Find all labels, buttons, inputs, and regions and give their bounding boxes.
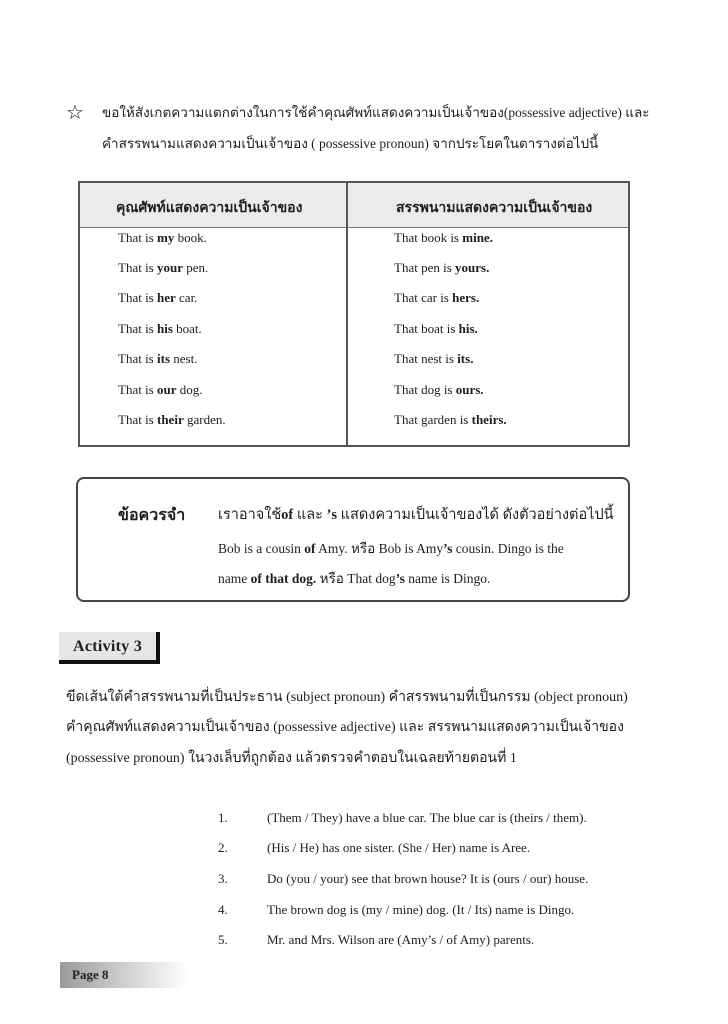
exercise-number: 3.	[218, 871, 228, 886]
page-number-tab	[60, 962, 188, 988]
activity-instruction-2: คำคุณศัพท์แสดงความเป็นเจ้าของ (possessive adjective) และ สรรพนามแสดงความเป็นเจ้าของ	[66, 720, 624, 735]
exercise-sentence: The brown dog is (my / mine) dog. (It / Its) name is Dingo.	[267, 902, 575, 917]
table-cell-pronoun: That nest is its.	[394, 351, 474, 366]
exercise-number: 2.	[218, 840, 228, 855]
remember-box	[76, 477, 630, 602]
table-cell-pronoun: That garden is theirs.	[394, 412, 507, 427]
exercise-sentence: (Them / They) have a blue car. The blue car is (theirs / them).	[267, 810, 587, 825]
table-divider	[346, 183, 348, 445]
table-cell-pronoun: That book is mine.	[394, 230, 493, 245]
activity-label-box	[59, 632, 160, 664]
table-header-row	[80, 183, 628, 228]
exercise-sentence: Mr. and Mrs. Wilson are (Amy’s / of Amy) parents.	[267, 932, 535, 947]
remember-line-1: เราอาจใช้of และ ’s แสดงความเป็นเจ้าของได้ ดังตัวอย่างต่อไปนี้	[218, 507, 614, 523]
remember-line-2: Bob is a cousin of Amy. หรือ Bob is Amy’s cousin. Dingo is the	[218, 541, 564, 556]
possessive-table	[78, 181, 630, 447]
exercise-number: 5.	[218, 932, 228, 947]
star-bullet-icon: ☆	[66, 100, 84, 124]
table-cell-pronoun: That boat is his.	[394, 321, 478, 336]
table-header-adjective: คุณศัพท์แสดงความเป็นเจ้าของ	[116, 201, 303, 216]
exercise-number: 1.	[218, 810, 228, 825]
exercise-sentence: (His / He) has one sister. (She / Her) name is Aree.	[267, 840, 531, 855]
table-cell-adjective: That is his boat.	[118, 321, 202, 336]
exercise-number: 4.	[218, 902, 228, 917]
activity-label: Activity 3	[73, 638, 143, 655]
table-header-pronoun: สรรพนามแสดงความเป็นเจ้าของ	[396, 201, 593, 216]
remember-line-3: name of that dog. หรือ That dog’s name is Dingo.	[218, 571, 491, 586]
table-cell-adjective: That is your pen.	[118, 260, 209, 275]
table-cell-pronoun: That car is hers.	[394, 290, 480, 305]
instruction-line-1: ขอให้สังเกตความแตกต่างในการใช้คำคุณศัพท์แสดงความเป็นเจ้าของ(possessive adjective) และ	[102, 105, 650, 120]
table-cell-adjective: That is our dog.	[118, 382, 203, 397]
table-cell-pronoun: That pen is yours.	[394, 260, 490, 275]
instruction-line-2: คำสรรพนามแสดงความเป็นเจ้าของ ( possessive pronoun) จากประโยคในตารางต่อไปนี้	[102, 136, 599, 151]
table-cell-adjective: That is my book.	[118, 230, 207, 245]
remember-title: ข้อควรจำ	[118, 507, 186, 524]
table-cell-pronoun: That dog is ours.	[394, 382, 484, 397]
exercise-sentence: Do (you / your) see that brown house? It is (ours / our) house.	[267, 871, 589, 886]
activity-instruction-3: (possessive pronoun) ในวงเล็บที่ถูกต้อง แล้วตรวจคำตอบในเฉลยท้ายตอนที่ 1	[66, 751, 517, 766]
table-cell-adjective: That is her car.	[118, 290, 198, 305]
page-number: Page 8	[72, 967, 109, 982]
table-cell-adjective: That is its nest.	[118, 351, 198, 366]
activity-instruction-1: ขีดเส้นใต้คำสรรพนามที่เป็นประธาน (subject pronoun) คำสรรพนามที่เป็นกรรม (object pronoun)	[66, 690, 628, 705]
table-cell-adjective: That is their garden.	[118, 412, 226, 427]
